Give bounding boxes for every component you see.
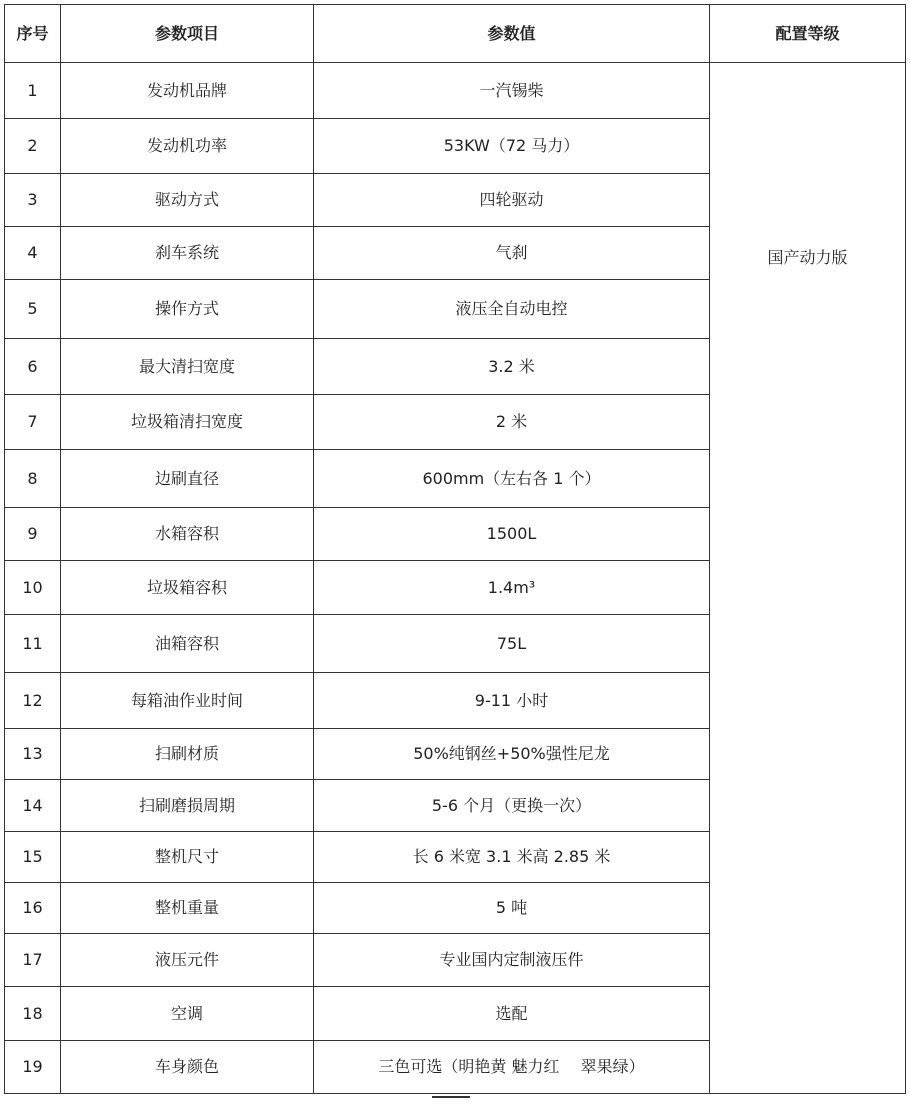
cell-value: 液压全自动电控: [314, 280, 710, 339]
cell-item: 每箱油作业时间: [61, 673, 314, 729]
cell-seq: 4: [5, 227, 61, 280]
bottom-line-mark: [432, 1096, 470, 1098]
cell-item: 刹车系统: [61, 227, 314, 280]
level-label: 国产动力版: [767, 248, 848, 268]
header-row: [5, 5, 906, 63]
cell-value: 三色可选（明艳黄 魅力红 翠果绿）: [314, 1041, 710, 1094]
cell-seq: 6: [5, 339, 61, 395]
cell-value: 专业国内定制液压件: [314, 934, 710, 987]
cell-seq: 9: [5, 508, 61, 561]
table-body: [5, 63, 906, 1094]
header-seq: 序号: [5, 5, 61, 63]
cell-item: 垃圾箱容积: [61, 561, 314, 615]
cell-value: 50%纯钢丝+50%强性尼龙: [314, 729, 710, 780]
cell-value: 53KW（72 马力）: [314, 119, 710, 174]
cell-item: 整机重量: [61, 883, 314, 934]
cell-level: [710, 63, 906, 1094]
cell-seq: 7: [5, 395, 61, 450]
cell-item: 边刷直径: [61, 450, 314, 508]
cell-seq: 15: [5, 832, 61, 883]
cell-value: 气刹: [314, 227, 710, 280]
cell-value: 5 吨: [314, 883, 710, 934]
cell-item: 发动机品牌: [61, 63, 314, 119]
cell-item: 发动机功率: [61, 119, 314, 174]
cell-item: 操作方式: [61, 280, 314, 339]
cell-seq: 17: [5, 934, 61, 987]
cell-seq: 12: [5, 673, 61, 729]
cell-value: 1500L: [314, 508, 710, 561]
header-level: 配置等级: [710, 5, 906, 63]
cell-value: 一汽锡柴: [314, 63, 710, 119]
cell-item: 车身颜色: [61, 1041, 314, 1094]
spec-table: [4, 4, 906, 1094]
cell-seq: 3: [5, 174, 61, 227]
cell-value: 75L: [314, 615, 710, 673]
cell-item: 整机尺寸: [61, 832, 314, 883]
cell-value: 长 6 米宽 3.1 米高 2.85 米: [314, 832, 710, 883]
cell-value: 600mm（左右各 1 个）: [314, 450, 710, 508]
cell-value: 1.4m³: [314, 561, 710, 615]
cell-value: 选配: [314, 987, 710, 1041]
cell-item: 水箱容积: [61, 508, 314, 561]
cell-item: 扫刷材质: [61, 729, 314, 780]
cell-item: 最大清扫宽度: [61, 339, 314, 395]
cell-value: 四轮驱动: [314, 174, 710, 227]
header-value: 参数值: [314, 5, 710, 63]
cell-seq: 18: [5, 987, 61, 1041]
cell-item: 垃圾箱清扫宽度: [61, 395, 314, 450]
table-row: [5, 63, 906, 119]
cell-value: 3.2 米: [314, 339, 710, 395]
cell-item: 油箱容积: [61, 615, 314, 673]
cell-seq: 10: [5, 561, 61, 615]
cell-seq: 14: [5, 780, 61, 832]
cell-item: 扫刷磨损周期: [61, 780, 314, 832]
cell-seq: 1: [5, 63, 61, 119]
header-item: 参数项目: [61, 5, 314, 63]
cell-seq: 11: [5, 615, 61, 673]
cell-item: 空调: [61, 987, 314, 1041]
cell-value: 9-11 小时: [314, 673, 710, 729]
cell-seq: 19: [5, 1041, 61, 1094]
cell-item: 驱动方式: [61, 174, 314, 227]
cell-seq: 2: [5, 119, 61, 174]
cell-value: 2 米: [314, 395, 710, 450]
cell-seq: 8: [5, 450, 61, 508]
cell-seq: 16: [5, 883, 61, 934]
cell-seq: 5: [5, 280, 61, 339]
cell-item: 液压元件: [61, 934, 314, 987]
cell-seq: 13: [5, 729, 61, 780]
cell-value: 5-6 个月（更换一次）: [314, 780, 710, 832]
